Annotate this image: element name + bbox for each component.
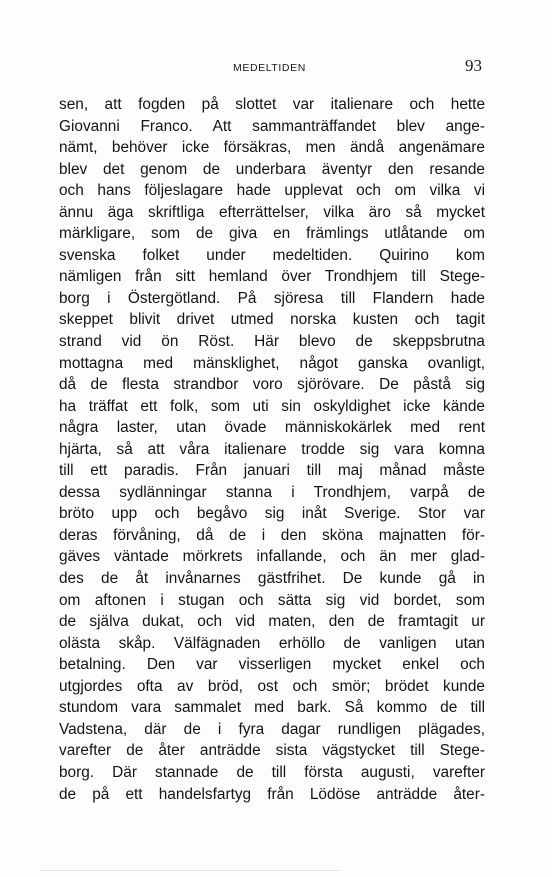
text-line: nämligen från sitt hemland över Trondhjem till Stege- [59, 268, 485, 286]
text-line: gäves väntade mörkrets infallande, och än mer glad- [59, 548, 485, 566]
text-line: stundom vara sammalet med bark. Så kommo de till [59, 699, 485, 717]
page-edge-divider [40, 870, 340, 871]
text-line: märkligare, som de giva en främlings utlåtande om [59, 225, 485, 243]
text-line: då de flesta strandbor voro sjörövare. De påstå sig [59, 376, 485, 394]
text-line: skeppet blivit drivet utmed norska kusten och tagit [59, 311, 485, 329]
text-line: blev det genom de underbara äventyr den resande [59, 160, 485, 178]
text-line: strand vid ön Röst. Här blevo de skeppsbrutna [59, 333, 485, 351]
text-line: betalning. Den var visserligen mycket enkel och [59, 656, 485, 674]
text-line: till ett paradis. Från januari till maj månad måste [59, 462, 485, 480]
text-line: varefter de åter anträdde sista vägstycket till Stege- [59, 742, 485, 760]
text-line: ännu äga skriftliga efterrättelser, vilka äro så mycket [59, 203, 485, 221]
text-line: des de åt invånarnes gästfrihet. De kunde gå in [59, 570, 485, 588]
text-line: borg i Östergötland. På sjöresa till Flandern hade [59, 289, 485, 307]
text-line: borg. Där stannade de till första augusti, varefter [59, 763, 485, 781]
text-line: sen, att fogden på slottet var italienare och hette [59, 96, 485, 113]
text-line: de själva dukat, och vid maten, den de framtagit ur [59, 613, 485, 631]
text-line: och hans följeslagare hade upplevat och om vilka vi [59, 182, 485, 200]
running-head: MEDELTIDEN [233, 62, 306, 74]
text-line: dessa sydlänningar stanna i Trondhjem, varpå de [59, 483, 485, 501]
text-line: deras förvåning, då de i den sköna majnatten för- [59, 526, 485, 544]
text-line: svenska folket under medeltiden. Quirino kom [59, 246, 485, 264]
text-line: några laster, utan övade människokärlek med rent [59, 419, 485, 437]
text-line: hjärta, så att våra italienare trodde sig vara komna [59, 440, 485, 458]
page-number: 93 [465, 56, 482, 75]
body-text [59, 94, 485, 805]
text-line: de på ett handelsfartyg från Lödöse anträdde åter- [59, 785, 485, 803]
text-line: Giovanni Franco. Att sammanträffandet blev ange- [59, 117, 485, 135]
text-line: utgjordes ofta av bröd, ost och smör; brödet kunde [59, 677, 485, 695]
text-line: olästa skåp. Välfägnaden erhöllo de vanligen utan [59, 634, 485, 652]
text-line: ha träffat ett folk, som uti sin oskyldighet icke kände [59, 397, 485, 415]
text-line: mottagna med mänsklighet, något ganska ovanligt, [59, 354, 485, 372]
text-line: Vadstena, där de i fyra dagar rundligen plägades, [59, 720, 485, 738]
text-line: om aftonen i stugan och sätta sig vid bordet, som [59, 591, 485, 609]
text-line: nämt, behöver icke försäkras, men ändå angenämare [59, 139, 485, 157]
text-line: bröto upp och begåvo sig inåt Sverige. Stor var [59, 505, 485, 523]
